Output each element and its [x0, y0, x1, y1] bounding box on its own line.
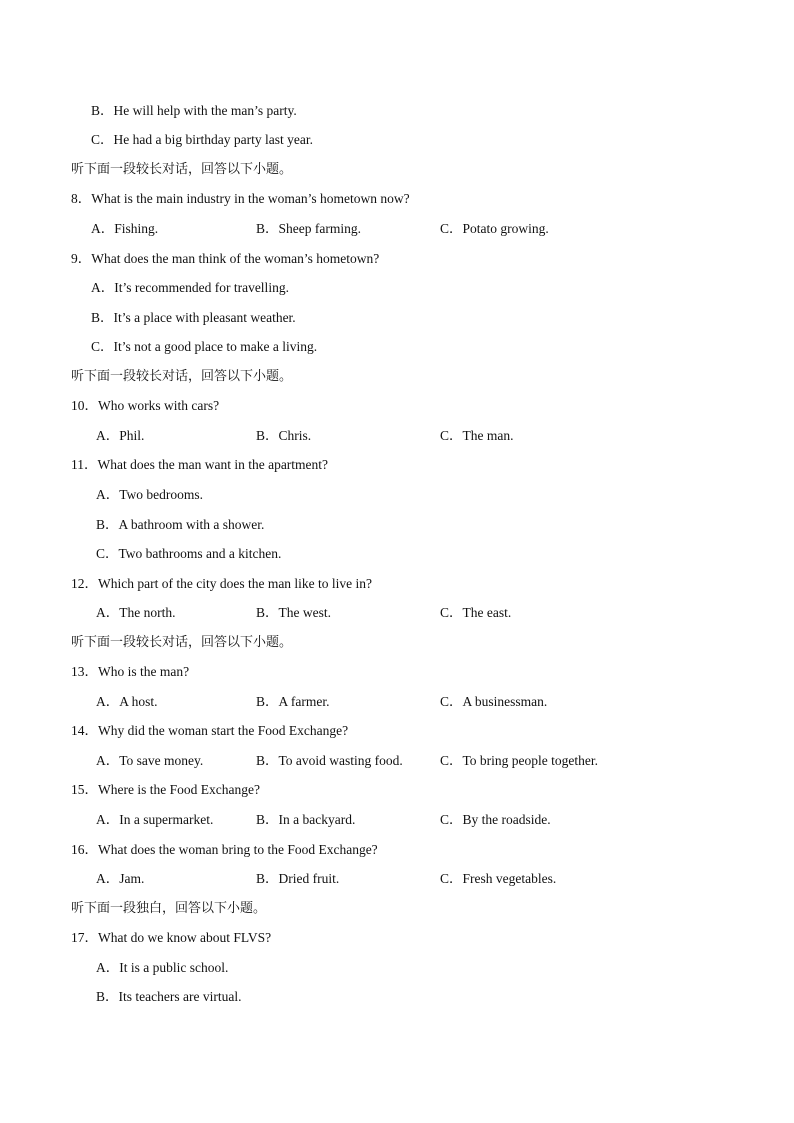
q16-options [0, 870, 794, 888]
q17-option-b: B．Its teachers are virtual. [96, 989, 242, 1004]
question-11: 11．What does the man want in the apartment? [71, 457, 329, 472]
q12-option-b: B．The west. [256, 605, 331, 620]
q16-option-a: A．Jam. [96, 871, 145, 886]
question-10: 10．Who works with cars? [71, 398, 220, 413]
q8-option-c: C．Potato growing. [440, 221, 549, 236]
question-13: 13．Who is the man? [71, 664, 190, 679]
q11-option-b: B．A bathroom with a shower. [96, 517, 265, 532]
q14-options [0, 752, 794, 770]
q8-option-b: B．Sheep farming. [256, 221, 361, 236]
question-12: 12．Which part of the city does the man like to live in? [71, 576, 373, 591]
question-17: 17．What do we know about FLVS? [71, 930, 272, 945]
q8-options [0, 220, 794, 238]
q7-option-c: C．He had a big birthday party last year. [91, 132, 313, 147]
q10-options [0, 427, 794, 445]
q10-option-a: A．Phil. [96, 428, 145, 443]
q13-option-a: A．A host. [96, 694, 158, 709]
q17-option-a: A．It is a public school. [96, 960, 229, 975]
q16-option-c: C．Fresh vegetables. [440, 871, 557, 886]
q10-option-b: B．Chris. [256, 428, 312, 443]
q12-option-c: C．The east. [440, 605, 512, 620]
q14-option-a: A．To save money. [96, 753, 204, 768]
q12-option-a: A．The north. [96, 605, 176, 620]
question-16: 16．What does the woman bring to the Food Exchange? [71, 842, 378, 857]
q14-option-c: C．To bring people together. [440, 753, 599, 768]
q15-options [0, 811, 794, 829]
question-15: 15．Where is the Food Exchange? [71, 782, 260, 797]
q15-option-b: B．In a backyard. [256, 812, 356, 827]
section-instruction: 听下面一段较长对话，回答以下小题。 [71, 635, 293, 650]
q9-option-a: A．It’s recommended for travelling. [91, 280, 289, 295]
q11-option-c: C．Two bathrooms and a kitchen. [96, 546, 282, 561]
q12-options [0, 604, 794, 622]
q15-option-c: C．By the roadside. [440, 812, 551, 827]
section-instruction: 听下面一段较长对话，回答以下小题。 [71, 162, 293, 177]
question-8: 8．What is the main industry in the woman’s hometown now? [71, 191, 410, 206]
q10-option-c: C．The man. [440, 428, 514, 443]
section-instruction: 听下面一段独白，回答以下小题。 [71, 901, 267, 916]
q16-option-b: B．Dried fruit. [256, 871, 340, 886]
q8-option-a: A．Fishing. [91, 221, 159, 236]
q14-option-b: B．To avoid wasting food. [256, 753, 403, 768]
q11-option-a: A．Two bedrooms. [96, 487, 204, 502]
q9-option-b: B．It’s a place with pleasant weather. [91, 310, 296, 325]
section-instruction: 听下面一段较长对话，回答以下小题。 [71, 369, 293, 384]
q13-options [0, 693, 794, 711]
q15-option-a: A．In a supermarket. [96, 812, 214, 827]
question-9: 9．What does the man think of the woman’s hometown? [71, 251, 380, 266]
question-14: 14．Why did the woman start the Food Exchange? [71, 723, 349, 738]
q13-option-b: B．A farmer. [256, 694, 330, 709]
q7-option-b: B．He will help with the man’s party. [91, 103, 297, 118]
q13-option-c: C．A businessman. [440, 694, 548, 709]
q9-option-c: C．It’s not a good place to make a living. [91, 339, 318, 354]
